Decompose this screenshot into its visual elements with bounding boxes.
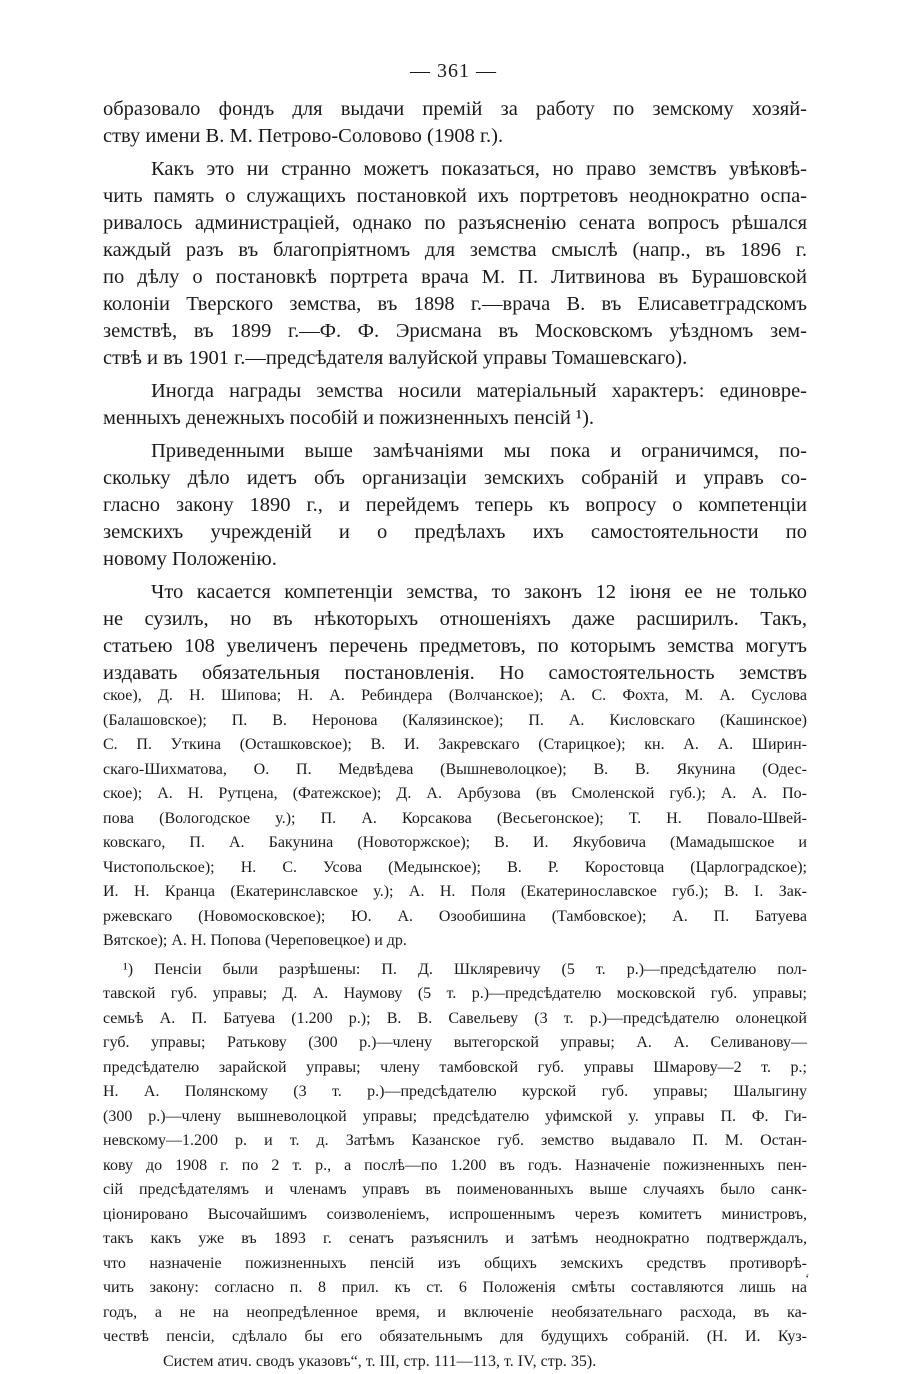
footnote-line: ¹) Пенсіи были разрѣшены: П. Д. Шкляревичу (5 т. р.)—предсѣдателю пол- [103,958,807,983]
main-text [103,96,807,687]
main-line: ривалось администраціей, однако по разъясненію сената вопросъ рѣшался [103,210,807,237]
footnote-line: чить закону: согласно п. 8 прил. къ ст. 6 Положенія смѣты составляются лишь на [103,1276,807,1301]
footnote-line: Н. А. Полянскому (3 т. р.)—предсѣдателю курской губ. управы; Шалыгину [103,1080,807,1105]
footnote-line: С. П. Уткина (Осташковское); В. И. Закревскаго (Старицкое); кн. А. А. Ширин- [103,733,807,758]
main-line: образовало фондъ для выдачи премій за работу по земскому хозяй- [103,96,807,123]
footnote-line: ское), Д. Н. Шипова; Н. А. Ребиндера (Волчанское); А. С. Фохта, М. А. Суслова [103,684,807,709]
main-line: гласно закону 1890 г., и перейдемъ теперь къ вопросу о компетенціи [103,492,807,519]
main-line: статьею 108 увеличенъ перечень предметовъ, по которымъ земства могутъ [103,633,807,660]
main-line: земствѣ, въ 1899 г.—Ф. Ф. Эрисмана въ Московскомъ уѣздномъ зем- [103,318,807,345]
footnote-line: Вятское); А. Н. Попова (Череповецкое) и др. [103,929,807,954]
footnote-line: годъ, а не на неопредѣленное время, и включеніе необязательнаго расхода, въ ка- [103,1301,807,1326]
footnote-line: ціонировано Высочайшимъ соизволеніемъ, испрошеннымъ черезъ комитетъ министровъ, [103,1203,807,1228]
footnote-line: тавской губ. управы; Д. А. Наумову (5 т. р.)—предсѣдателю московской губ. управы; [103,982,807,1007]
footnote-line: (300 р.)—члену вышневолоцкой управы; предсѣдателю уфимской у. управы П. Ф. Ги- [103,1105,807,1130]
footnote-line: Чистопольское); Н. С. Усова (Медынское); В. Р. Коростовца (Царлоградское); [103,856,807,881]
stray-mark: ‘ [805,1272,810,1288]
main-line: Какъ это ни странно можетъ показаться, но право земствъ увѣковѣ- [103,156,807,183]
footnotes [103,684,807,1374]
main-line: издавать обязательныя постановленія. Но самостоятельность земствъ [103,660,807,687]
footnote-line: пова (Вологодское у.); П. А. Корсакова (Весьегонское); Т. Н. Повало-Швей- [103,807,807,832]
footnote-line: скаго-Шихматова, О. П. Медвѣдева (Вышневолоцкое); В. В. Якунина (Одес- [103,758,807,783]
footnote-line: ржевскаго (Новомосковское); Ю. А. Озообишина (Тамбовское); А. П. Батуева [103,905,807,930]
footnote-line: такъ какъ уже въ 1893 г. сенатъ разъяснилъ и затѣмъ неоднократно подтверждалъ, [103,1227,807,1252]
footnote-line: губ. управы; Ратькову (300 р.)—члену вытегорской управы; А. А. Селиванову— [103,1031,807,1056]
main-line: Иногда награды земства носили матеріальный характеръ: единовре- [103,378,807,405]
main-line: колоніи Тверского земства, въ 1898 г.—врача В. въ Елисаветградскомъ [103,291,807,318]
footnote-line: (Балашовское); П. В. Неронова (Калязинское); П. А. Кисловскаго (Кашинское) [103,709,807,734]
footnote-line: Систем атич. сводъ указовъ“, т. III, стр. 111—113, т. IV, стр. 35). [103,1350,807,1374]
main-line: ству имени В. М. Петрово-Соловово (1908 г.). [103,123,807,150]
footnote-line: чествѣ пенсіи, сдѣлало бы его обязательнымъ для будущихъ собраній. (Н. И. Куз- [103,1325,807,1350]
footnote-line: кову до 1908 г. по 2 т. р., а послѣ—по 1.200 въ годъ. Назначеніе пожизненныхъ пен- [103,1154,807,1179]
footnote-line: ковскаго, П. А. Бакунина (Новоторжское); В. И. Якубовича (Мамадышское и [103,831,807,856]
main-line: Что касается компетенціи земства, то законъ 12 іюня ее не только [103,579,807,606]
main-line: не сузилъ, но въ нѣкоторыхъ отношеніяхъ даже расширилъ. Такъ, [103,606,807,633]
main-line: менныхъ денежныхъ пособій и пожизненныхъ пенсій ¹). [103,405,807,432]
footnote-line: невскому—1.200 р. и т. д. Затѣмъ Казанское губ. земство выдавало П. М. Остан- [103,1129,807,1154]
page-number: — 361 — [0,60,907,83]
main-line: новому Положенію. [103,546,807,573]
main-line: по дѣлу о постановкѣ портрета врача М. П. Литвинова въ Бурашовской [103,264,807,291]
main-line: ствѣ и въ 1901 г.—предсѣдателя валуйской управы Томашевскаго). [103,345,807,372]
main-line: чить память о служащихъ постановкой ихъ портретовъ неоднократно оспа- [103,183,807,210]
footnote-line: что назначеніе пожизненныхъ пенсій изъ общихъ земскихъ средствъ противорѣ- [103,1252,807,1277]
footnote-line: предсѣдателю зарайской управы; члену тамбовской губ. управы Шмарову—2 т. р.; [103,1056,807,1081]
footnote-line: сій предсѣдателямъ и членамъ управъ въ поименованныхъ выше случаяхъ было санк- [103,1178,807,1203]
main-line: Приведенными выше замѣчаніями мы пока и ограничимся, по- [103,438,807,465]
main-line: земскихъ учрежденій и о предѣлахъ ихъ самостоятельности по [103,519,807,546]
main-line: каждый разъ въ благопріятномъ для земства смыслѣ (напр., въ 1896 г. [103,237,807,264]
footnote-line: И. Н. Кранца (Екатеринславское у.); А. Н. Поля (Екатеринославское губ.); В. І. Зак- [103,880,807,905]
footnote-line: семьѣ А. П. Батуева (1.200 р.); В. В. Савельеву (3 т. р.)—предсѣдателю олонецкой [103,1007,807,1032]
main-line: скольку дѣло идетъ объ организаціи земскихъ собраній и управъ со- [103,465,807,492]
footnote-line: ское); А. Н. Рутцена, (Фатежское); Д. А. Арбузова (въ Смоленской губ.); А. А. По- [103,782,807,807]
